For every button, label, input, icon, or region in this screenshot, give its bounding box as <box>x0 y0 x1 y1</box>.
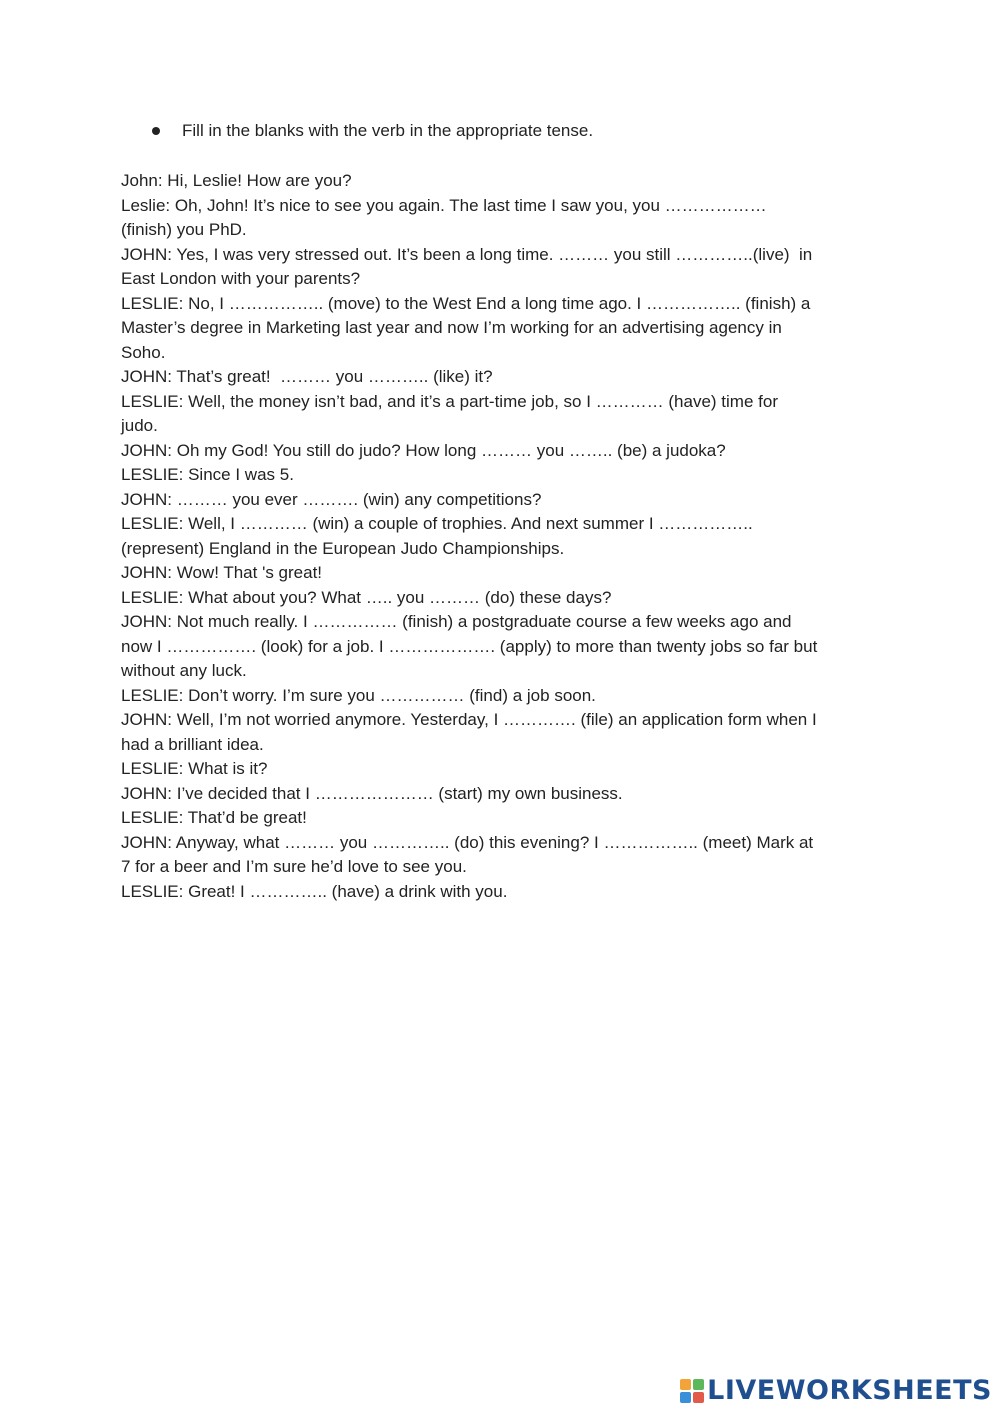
dialogue-line: JOHN: That’s great! ……… you ……….. (like) it? <box>121 367 493 386</box>
dialogue-line: JOHN: Not much really. I …………… (finish) a postgraduate course a few weeks ago and <box>121 612 792 631</box>
logo-cell <box>693 1379 704 1390</box>
dialogue-line: JOHN: Anyway, what ……… you ………….. (do) this evening? I …………….. (meet) Mark at <box>121 832 814 852</box>
dialogue-line: (finish) you PhD. <box>121 220 247 239</box>
instruction <box>150 120 593 142</box>
dialogue-line: now I ……………. (look) for a job. I ………………. (apply) to more than twenty jobs so far but <box>121 636 818 656</box>
logo-cell <box>693 1392 704 1403</box>
dialogue-line: JOHN: Wow! That 's great! <box>121 563 323 582</box>
dialogue-line: Soho. <box>121 342 166 362</box>
dialogue-line: LESLIE: Well, the money isn’t bad, and it’s a part-time job, so I ………… (have) time for <box>121 391 778 411</box>
dialogue-line: LESLIE: What is it? <box>121 759 268 778</box>
dialogue <box>121 169 886 904</box>
dialogue-line: judo. <box>121 416 158 435</box>
dialogue-line: without any luck. <box>121 661 247 680</box>
dialogue-line: had a brilliant idea. <box>121 734 264 754</box>
dialogue-line: East London with your parents? <box>121 269 361 288</box>
dialogue-line: Leslie: Oh, John! It’s nice to see you again. The last time I saw you, you ……………… <box>121 195 767 215</box>
dialogue-line: JOHN: Oh my God! You still do judo? How long ……… you …….. (be) a judoka? <box>121 440 726 460</box>
dialogue-line: LESLIE: Great! I ………….. (have) a drink with you. <box>121 881 508 901</box>
bullet-icon <box>152 127 160 135</box>
dialogue-line: 7 for a beer and I’m sure he’d love to see you. <box>121 857 467 876</box>
dialogue-line: JOHN: ……… you ever ………. (win) any competitions? <box>121 489 542 509</box>
dialogue-line: LESLIE: That’d be great! <box>121 808 307 827</box>
dialogue-line: LESLIE: Don’t worry. I’m sure you …………… (find) a job soon. <box>121 685 596 705</box>
logo-grid-icon <box>680 1379 704 1403</box>
instruction-text: Fill in the blanks with the verb in the appropriate tense. <box>182 121 594 140</box>
dialogue-line: JOHN: I’ve decided that I ………………… (start) my own business. <box>121 783 623 803</box>
dialogue-line: JOHN: Well, I’m not worried anymore. Yesterday, I …………. (file) an application form when I <box>121 710 817 729</box>
logo-cell <box>680 1379 691 1390</box>
logo-cell <box>680 1392 691 1403</box>
liveworksheets-logo[interactable] <box>680 1375 992 1406</box>
dialogue-line: LESLIE: No, I …………….. (move) to the West End a long time ago. I …………….. (finish) a <box>121 293 811 313</box>
dialogue-line: JOHN: Yes, I was very stressed out. It’s been a long time. ……… you still …………..(live) in <box>121 244 813 264</box>
dialogue-line: John: Hi, Leslie! How are you? <box>121 171 352 190</box>
dialogue-line: (represent) England in the European Judo Championships. <box>121 538 565 558</box>
dialogue-line: LESLIE: Well, I ………… (win) a couple of trophies. And next summer I …………….. <box>121 514 753 533</box>
dialogue-line: LESLIE: Since I was 5. <box>121 465 294 484</box>
brand-name: LIVEWORKSHEETS <box>707 1375 992 1406</box>
dialogue-line: Master’s degree in Marketing last year and now I’m working for an advertising agency in <box>121 318 782 337</box>
dialogue-line: LESLIE: What about you? What ….. you ……… (do) these days? <box>121 587 612 607</box>
